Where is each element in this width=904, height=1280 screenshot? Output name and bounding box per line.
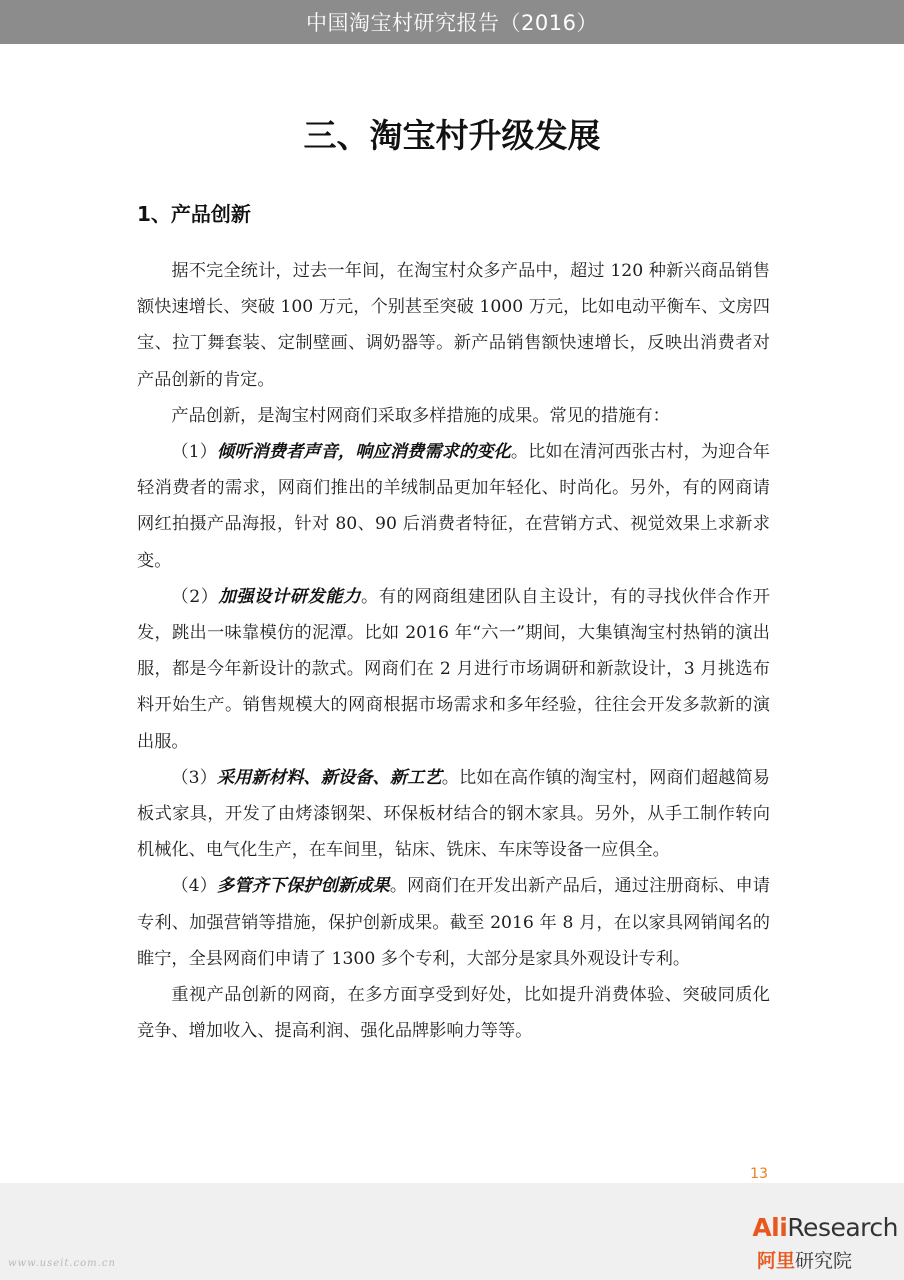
report-title: 中国淘宝村研究报告（2016） [306, 11, 598, 35]
paragraph: 产品创新，是淘宝村网商们采取多样措施的成果。常见的措施有： [171, 405, 670, 426]
measure-heading: 采用新材料、新设备、新工艺 [217, 767, 442, 788]
paragraph: 重视产品创新的网商，在多方面享受到好处，比如提升消费体验、突破同质化竞争、增加收入、提高利润、强化品牌影响力等等。 [137, 985, 770, 1042]
aliresearch-logo-cn: 阿里研究院 [756, 1250, 852, 1272]
page-number: 13 [750, 1166, 768, 1182]
paragraph: 据不完全统计，过去一年间，在淘宝村众多产品中，超过 120 种新兴商品销售额快速增长、突破 100 万元，个别甚至突破 1000 万元，比如电动平衡车、文房四宝、拉丁舞套装、定制壁画、调奶器等。新产品销售额快速增长，反映出消费者对产品创新的肯定。 [137, 261, 770, 390]
measure-heading: 多管齐下保护创新成果 [217, 876, 390, 897]
paragraph-measure-2: （2）加强设计研发能力。有的网商组建团队自主设计，有的寻找伙伴合作开发，跳出一味靠模仿的泥潭。比如 2016 年“六一”期间，大集镇淘宝村热销的演出服，都是今年新设计的款式。网商们在 2 月进行市场调研和新款设计，3 月挑选布料开始生产。销售规模大的网商根据市场需求和多年经验，往往会开发多款新的演出服。 [137, 586, 770, 752]
measure-heading: 加强设计研发能力 [218, 586, 362, 607]
paragraph-measure-1: （1）倾听消费者声音，响应消费需求的变化。比如在清河西张古村，为迎合年轻消费者的需求，网商们推出的羊绒制品更加年轻化、时尚化。另外，有的网商请网红拍摄产品海报，针对 80、90 后消费者特征，在营销方式、视觉效果上求新求变。 [137, 442, 770, 571]
report-header-bar [0, 0, 904, 44]
section-title: 1、产品创新 [137, 202, 251, 226]
watermark: www.useit.com.cn [8, 1258, 116, 1269]
measure-heading: 倾听消费者声音，响应消费需求的变化 [217, 442, 511, 463]
body-text [137, 253, 770, 1049]
paragraph-measure-4: （4）多管齐下保护创新成果。网商们在开发出新产品后，通过注册商标、申请专利、加强营销等措施，保护创新成果。截至 2016 年 8 月，在以家具网销闻名的睢宁，全县网商们申请了 1300 多个专利，大部分是家具外观设计专利。 [137, 876, 770, 969]
aliresearch-logo: AliResearch [752, 1213, 898, 1242]
paragraph-measure-3: （3）采用新材料、新设备、新工艺。比如在高作镇的淘宝村，网商们超越简易板式家具，开发了由烤漆钢架、环保板材结合的钢木家具。另外，从手工制作转向机械化、电气化生产，在车间里，钻床、铣床、车床等设备一应俱全。 [137, 767, 770, 861]
chapter-title: 三、淘宝村升级发展 [303, 116, 601, 155]
